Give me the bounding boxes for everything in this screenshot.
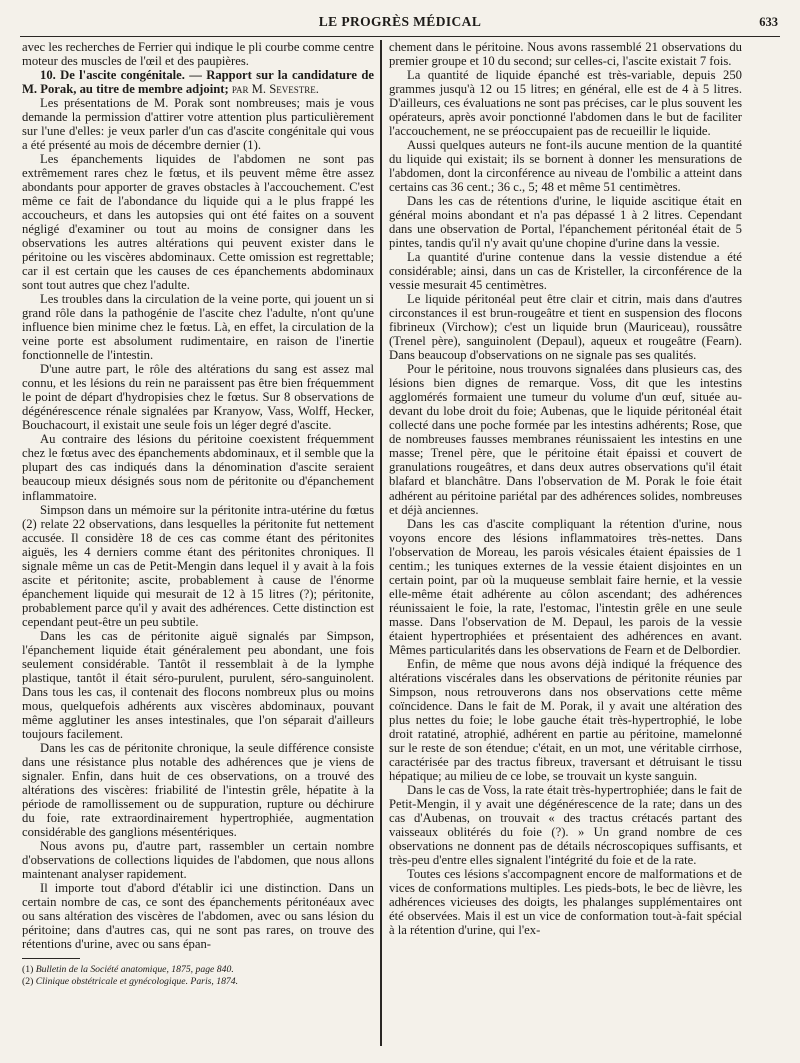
paragraph: Les épanchements liquides de l'abdomen ne sont pas extrêmement rares chez le fœtus, et ils peuvent même être assez abondants pour apporter de graves obstacles à l'accouchement. C'est même ce fait de l'abondance du liquide qui a le plus frappé les accoucheurs, et dans les autopsies qui ont été faites on a souvent négligé d'examiner ou tout au moins de consigner dans les observations les autres altérations qui peuvent exister dans le péritoine ou les viscères abdominaux. Cette omission est regrettable; car il est certain que les causes de ces épanchements abdominaux sont tout autres que chez l'adulte. — [22, 152, 374, 293]
paragraph: Pour le péritoine, nous trouvons signalées dans plusieurs cas, des lésions bien dignes de remarque. Voss, dit que les intestins agglomérés formaient une tumeur du volume d'un œuf, située au-devant du lobe droit du foie; Aubenas, que le liquide péritonéal était collecté dans une poche formée par les intestins adhérents; Rose, que de nombreuses fausses membranes réunissaient les intestins en une masse; Trenel père, que le péritoine était épaissi et couvert de granulations rougeâtres, et dans deux autres observations qu'il était blafard et blanchâtre. Dans l'observation de M. Porak le foie était adhérent au péritoine pariétal par des adhérences solides, nombreuses et déjà anciennes. — [389, 362, 742, 517]
paragraph: Toutes ces lésions s'accompagnent encore de malformations et de vices de conformations multiples. Les pieds-bots, le bec de lièvre, les adhérences vicieuses des doigts, les phalanges supplémentaires ont été observées. Mais il est un vice de conformation tout-à-fait spécial à la rétention d'urine, qui l'ex- — [389, 866, 742, 937]
paragraph: Le liquide péritonéal peut être clair et citrin, mais dans d'autres circonstances il est brun-rougeâtre et tient en suspension des flocons fibrineux (Virchow); c'est un liquide brun (Mauriceau), roussâtre (Trenel père), sanguinolent (Depaul), aqueux et rougeâtre (Fearn). Dans beaucoup d'observations on ne signale pas ses qualités. — [389, 292, 742, 363]
paragraph: Dans les cas de rétentions d'urine, le liquide ascitique était en général moins abondant et n'a pas dépassé 1 à 2 litres. Cependant dans une observation de Portal, l'épanchement péritonéal était de 5 pintes, tandis qu'il n'y avait qu'une chopine d'urine dans la vessie. — [389, 194, 742, 251]
right-column — [389, 40, 742, 1052]
footnote-text: Bulletin de la Société anatomique, 1875, page 840. — [35, 964, 234, 976]
footnote-rule — [22, 958, 80, 959]
footnote — [22, 976, 374, 988]
paragraph: Les présentations de M. Porak sont nombreuses; mais je vous demande la permission d'attirer votre attention plus particulièrement sur l'une d'elles: je veux parler d'un cas d'ascite congénitale qui vous a été présenté au mois de décembre dernier (1). — [22, 96, 374, 153]
paragraph: La quantité d'urine contenue dans la vessie distendue a été considérable; ainsi, dans un cas de Kristeller, la circonférence de la vessie mesurait 45 centimètres. — [389, 250, 742, 293]
paragraph: Aussi quelques auteurs ne font-ils aucune mention de la quantité du liquide qui existait; ils se bornent à donner les mensurations de l'abdomen, dont la circonférence au niveau de l'ombilic a atteint dans certains cas 36 cent.; 36 c., 5; 48 et même 51 centimètres. — [389, 138, 742, 195]
paragraph: Dans les cas de péritonite chronique, la seule différence consiste dans une résistance plus notable des adhérences que je viens de signaler. Enfin, dans huit de ces observations, on a trouvé des altérations des viscères: friabilité de l'intestin grêle, hépatite à la période de ramollissement ou de suppuration, rupture ou déchirure du foie, rate extraordinairement hypertrophiée, augmentation considérable des ganglions mésentériques. — [22, 740, 374, 839]
footnote — [22, 964, 374, 976]
paragraph: Dans les cas d'ascite compliquant la rétention d'urine, nous voyons encore des lésions inflammatoires très-nettes. Dans l'observation de Moreau, les parois vésicales étaient épaissies de 1 centim.; les tuniques externes de la vessie étaient disjointes en un certain point, par où la muqueuse semblait faire hernie, et la vessie elle-même était adhérente au côlon ascendant; des adhérences réunissaient le foie, la rate, l'estomac, l'intestin grêle en une seule masse. Dans l'observation de M. Depaul, les parois de la vessie étaient hypertrophiées et présentaient des adhérences en avant. Mêmes particularités dans les observations de Fearn et de Delbordier. — [389, 516, 742, 657]
column-divider — [380, 40, 382, 1046]
page-header — [20, 12, 780, 37]
footnote-number: (1) — [22, 964, 34, 976]
paragraph: Enfin, de même que nous avons déjà indiqué la fréquence des altérations viscérales dans les observations de péritonite réunies par Simpson, nous retrouverons dans nos observations cette même coïncidence. Dans le fait de M. Porak, il y avait une altération des plus nettes du foie; le lobe gauche était très-hypertrophié, le lobe droit ratatiné, atrophié, adhérent en partie au péritoine, mamelonné sur le reste de son étendue; c'était, en un mot, une véritable cirrhose, caractérisée par des tractus fibreux, traversant et détruisant le tissu hépatique; au milieu de ce lobe, se trouvait un kyste sanguin. — [389, 656, 742, 783]
section-title: 10. De l'ascite congénitale. — Rapport sur la candidature de M. Porak, au titre de membre adjoint; — [22, 68, 374, 97]
continuation-text: avec les recherches de Ferrier qui indique le pli courbe comme centre moteur des muscles de l'œil et des paupières. — [22, 40, 374, 69]
running-title: LE PROGRÈS MÉDICAL — [318, 14, 482, 29]
paragraph: Simpson dans un mémoire sur la péritonite intra-utérine du fœtus (2) relate 22 observations, dans lesquelles la péritonite fut nettement accusée. Il considère 18 de ces cas comme étant des péritonites aiguës, les 4 derniers comme étant des péritonites chroniques. Il signale même un cas de Petit-Mengin dans lequel il y avait à la fois ascite et péritonite; ascite, probablement à cause de l'énorme épanchement liquide qui mesurait de 12 à 15 litres (?); péritonite, probablement parce qu'il y avait des adhérences. Cette distinction est cependant peut-être un peu subtile. — [22, 502, 374, 629]
footnote-number: (2) — [22, 976, 34, 988]
left-column — [22, 40, 374, 1052]
paragraph: Dans les cas de péritonite aiguë signalés par Simpson, l'épanchement liquide était généralement peu abondant, une fois seulement considérable. Tantôt il ressemblait à de la lymphe plastique, tantôt il était séro-purulent, purulent, séro-sanguinolent. Dans tous les cas, il contenait des flocons nombreux plus ou moins mous, quelquefois adhérents aux viscères abdominaux, pouvant même agglutiner les anses intestinales, que l'on séparait d'ailleurs toujours facilement. — [22, 628, 374, 741]
footnote-text: Clinique obstétricale et gynécologique. Paris, 1874. — [35, 976, 239, 988]
paragraph: Les troubles dans la circulation de la veine porte, qui jouent un si grand rôle dans la pathogénie de l'ascite chez l'adulte, n'ont qu'une influence bien minime chez le fœtus. Là, en effet, la circulation de la veine porte est absolument rudimentaire, en raison de l'inertie fonctionnelle de l'intestin. — [22, 292, 374, 363]
page-number: 633 — [759, 15, 778, 29]
paragraph: La quantité de liquide épanché est très-variable, depuis 250 grammes jusqu'à 12 ou 15 litres; en général, elle est de 4 à 5 litres. D'ailleurs, ces évaluations ne sont pas précises, car le plus souvent les opérateurs, après avoir ponctionné l'abdomen dans le but de faciliter l'accouchement, ne se préoccupaient pas de recueillir le liquide. — [389, 68, 742, 139]
section-byline: par M. Sevestre. — [231, 82, 319, 97]
continuation-text: chement dans le péritoine. Nous avons rassemblé 21 observations du premier groupe et 10 du second; sur celles-ci, l'ascite existait 7 fois. — [389, 40, 742, 69]
section-heading — [22, 68, 374, 96]
paragraph: Il importe tout d'abord d'établir ici une distinction. Dans un certain nombre de cas, ce sont des épanchements péritonéaux avec ou sans altération des viscères de l'abdomen, avec ou sans lésion du péritoine; dans d'autres cas, qui ne sont pas rares, on trouve des rétentions d'urine, avec ou sans épan- — [22, 880, 374, 951]
paragraph: Dans le cas de Voss, la rate était très-hypertrophiée; dans le fait de Petit-Mengin, il y avait une dégénérescence de la rate; dans un des cas d'Aubenas, on trouvait « des tractus crétacés partant des vaisseaux oblitérés du foie (?). » Un grand nombre de ces observations ne donnent pas de détails nécroscopiques suffisants, et très-peu d'entre elles signalent l'intégrité du foie et de la rate. — [389, 782, 742, 867]
paragraph: Au contraire des lésions du péritoine coexistent fréquemment chez le fœtus avec des épanchements abdominaux, et il semble que la plupart des cas indiqués dans la dénomination d'ascite seraient beaucoup mieux désignés sous nom de péritonite ou d'épanchement inflammatoire. — [22, 432, 374, 503]
paragraph: D'une autre part, le rôle des altérations du sang est assez mal connu, et les lésions du rein ne paraissent pas être bien fréquemment le point de départ d'hydropisies chez le fœtus. Sur 8 observations de dégénérescence rénale signalées par Kranyow, Vass, Wolff, Hecker, Bouchacourt, il existait une seule fois un léger degré d'ascite. — [22, 362, 374, 433]
paragraph: Nous avons pu, d'autre part, rassembler un certain nombre d'observations de collections liquides de l'abdomen, que nous allons maintenant analyser rapidement. — [22, 838, 374, 881]
